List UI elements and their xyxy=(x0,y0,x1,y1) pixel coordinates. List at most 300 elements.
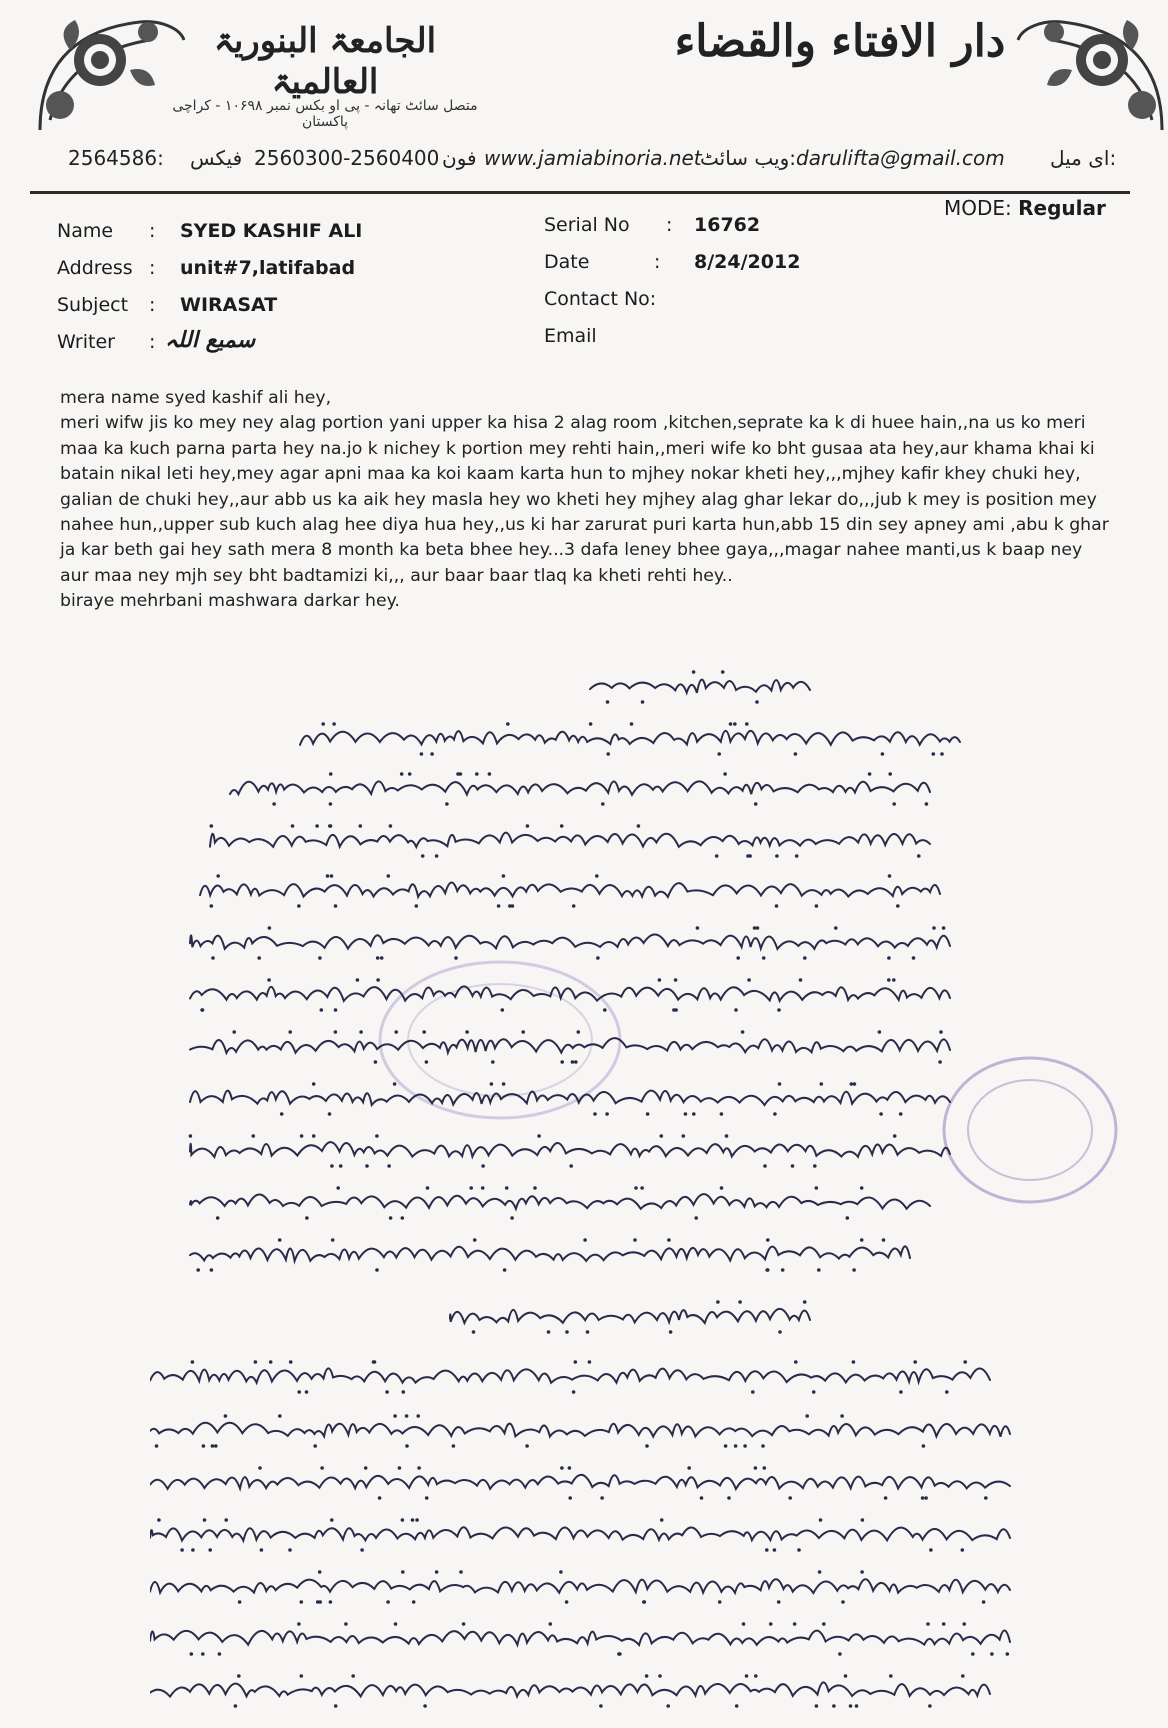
mode-value: Regular xyxy=(1018,196,1106,220)
handwriting-dot xyxy=(393,1414,397,1418)
handwriting-dot xyxy=(394,1622,398,1626)
handwriting-dot xyxy=(218,1652,222,1656)
handwriting-dot xyxy=(888,874,892,878)
question-paragraph: meri wifw jis ko mey ney alag portion yani upper ka hisa 2 alag room ,kitchen,seprate ka k di huee hain,,na us ko meri maa ka kuch parna parta hey na.jo k nichey k portion mey rehti hain,,meri wife ko bht gusaa ata hey,aur khama khai ki batain nikal leti hey,mey agar apni maa ka koi kaam karta hun to mjhey nokar kheti hey,,,mjhey kafir khey chuki hey, galian de chuki hey,,aur abb us ka aik hey masla hey wo kheti hey mjhey alag ghar lekar do,,,jub k mey is position mey nahee hun,,upper sub kuch alag hee diya hua hey,,us ki har zarurat puri karta hun,abb 15 din sey apney ami ,abu k ghar ja kar beth gai hey sath mera 8 month ka beta bhee hey...3 dafa leney bhee gaya,,,magar nahee manti,us k baap ney aur maa ney mjh sey bht badtamizi ki,,, aur baar baar tlaq ka kheti rehti hey.. xyxy=(60,413,1109,586)
handwriting-dot xyxy=(267,978,271,982)
handwriting-dot xyxy=(940,752,944,756)
handwriting-line xyxy=(190,1142,950,1157)
handwriting-dot xyxy=(560,1466,564,1470)
handwriting-dot xyxy=(645,1444,649,1448)
handwriting-dot xyxy=(537,1134,541,1138)
handwriting-dot xyxy=(805,1414,809,1418)
handwriting-dot xyxy=(481,1186,485,1190)
handwriting-dot xyxy=(321,722,325,726)
handwriting-dot xyxy=(511,904,515,908)
field-writer: Writer : سمیع اللہ xyxy=(57,327,256,353)
field-serial: Serial No : 16762 xyxy=(544,214,761,236)
handwriting-dot xyxy=(766,1238,770,1242)
handwriting-dot xyxy=(741,1030,745,1034)
institution-address: متصل سائٹ تھانہ - پی او بکس نمبر ۱۰۶۹۸ - کراچی پاکستان xyxy=(172,98,478,130)
phone-number: 2560300-2560400 xyxy=(254,146,440,170)
handwriting-dot xyxy=(394,1030,398,1034)
handwriting-dot xyxy=(490,1082,494,1086)
handwriting-dot xyxy=(600,1496,604,1500)
handwriting-line xyxy=(190,1038,950,1053)
handwriting-dot xyxy=(669,1330,673,1334)
handwriting-dot xyxy=(405,1444,409,1448)
handwriting-dot xyxy=(190,1652,194,1656)
handwriting-dot xyxy=(763,1164,767,1168)
handwriting-dot xyxy=(462,1622,466,1626)
handwriting-dot xyxy=(917,854,921,858)
handwriting-dot xyxy=(773,1112,777,1116)
handwriting-dot xyxy=(818,1570,822,1574)
handwriting-dot xyxy=(401,1216,405,1220)
handwriting-dot xyxy=(401,1518,405,1522)
handwriting-dot xyxy=(884,1496,888,1500)
handwriting-dot xyxy=(577,1030,581,1034)
handwriting-dot xyxy=(882,1238,886,1242)
handwriting-dot xyxy=(572,904,576,908)
handwriting-dot xyxy=(878,1030,882,1034)
handwriting-dot xyxy=(945,1390,949,1394)
handwriting-dot xyxy=(660,1134,664,1138)
handwriting-dot xyxy=(775,904,779,908)
handwriting-dot xyxy=(510,1216,514,1220)
handwriting-dot xyxy=(777,1600,781,1604)
handwriting-dot xyxy=(435,1570,439,1574)
handwriting-dot xyxy=(415,1518,419,1522)
handwriting-dot xyxy=(329,824,333,828)
handwriting-dot xyxy=(376,956,380,960)
handwriting-dot xyxy=(832,1704,836,1708)
handwriting-dot xyxy=(849,1704,853,1708)
field-contact xyxy=(544,288,924,314)
handwriting-dot xyxy=(735,1704,739,1708)
handwriting-dot xyxy=(411,1518,415,1522)
handwriting-dot xyxy=(924,1496,928,1500)
handwriting-dot xyxy=(216,874,220,878)
handwriting-dot xyxy=(791,1164,795,1168)
handwriting-dot xyxy=(813,1164,817,1168)
handwriting-dot xyxy=(420,752,424,756)
handwriting-dot xyxy=(734,1444,738,1448)
handwriting-dot xyxy=(332,722,336,726)
handwriting-dot xyxy=(630,722,634,726)
handwriting-dot xyxy=(254,1360,258,1364)
handwriting-dot xyxy=(316,1600,320,1604)
handwriting-dot xyxy=(815,1704,819,1708)
handwriting-dot xyxy=(754,1674,758,1678)
handwriting-dot xyxy=(202,1444,206,1448)
handwriting-dot xyxy=(502,874,506,878)
handwriting-dot xyxy=(815,1186,819,1190)
handwriting-dot xyxy=(794,752,798,756)
handwriting-dot xyxy=(939,1030,943,1034)
handwriting-dot xyxy=(385,1390,389,1394)
handwriting-dot xyxy=(788,1496,792,1500)
handwriting-dot xyxy=(421,854,425,858)
handwriting-dot xyxy=(565,1600,569,1604)
field-label: Contact No: xyxy=(544,288,657,310)
email-label: :ای میل xyxy=(1050,146,1117,170)
handwriting-dot xyxy=(334,1704,338,1708)
handwriting-dot xyxy=(318,956,322,960)
handwriting-dot xyxy=(596,956,600,960)
handwriting-dot xyxy=(887,956,891,960)
handwriting-dot xyxy=(459,772,463,776)
handwriting-dot xyxy=(640,1186,644,1190)
handwriting-dot xyxy=(721,670,725,674)
handwriting-dot xyxy=(375,1268,379,1272)
handwriting-dot xyxy=(387,874,391,878)
handwriting-dot xyxy=(208,1548,212,1552)
handwriting-dot xyxy=(560,824,564,828)
handwriting-dot xyxy=(238,1600,242,1604)
handwriting-dot xyxy=(426,1186,430,1190)
handwriting-dot xyxy=(459,1570,463,1574)
contact-strip xyxy=(60,146,1120,176)
field-label: Name xyxy=(57,220,114,242)
handwriting-dot xyxy=(896,904,900,908)
handwriting-dot xyxy=(210,824,214,828)
handwriting-line xyxy=(150,1527,1010,1540)
handwriting-dot xyxy=(773,1548,777,1552)
handwriting-dot xyxy=(559,1570,563,1574)
handwriting-dot xyxy=(723,772,727,776)
handwriting-dot xyxy=(386,1600,390,1604)
handwriting-dot xyxy=(288,1548,292,1552)
mode-indicator xyxy=(944,196,1106,220)
handwriting-dot xyxy=(211,956,215,960)
question-paragraph: mera name syed kashif ali hey, xyxy=(60,388,332,408)
handwriting-dot xyxy=(888,772,892,776)
handwriting-line xyxy=(150,1579,1010,1593)
handwriting-dot xyxy=(334,904,338,908)
handwriting-dot xyxy=(853,1082,857,1086)
handwriting-dot xyxy=(618,1652,622,1656)
handwriting-dot xyxy=(715,854,719,858)
handwriting-dot xyxy=(465,1030,469,1034)
handwriting-dot xyxy=(328,1112,332,1116)
handwriting-dot xyxy=(216,1216,220,1220)
handwriting-dot xyxy=(593,1112,597,1116)
handwriting-dot xyxy=(574,1360,578,1364)
handwriting-dot xyxy=(692,670,696,674)
handwriting-dot xyxy=(899,1390,903,1394)
handwriting-dot xyxy=(855,1704,859,1708)
handwriting-dot xyxy=(313,1444,317,1448)
handwriting-dot xyxy=(568,1466,572,1470)
handwriting-dot xyxy=(210,1268,214,1272)
handwriting-dot xyxy=(334,1030,338,1034)
handwriting-dot xyxy=(879,1112,883,1116)
handwriting-dot xyxy=(330,1164,334,1168)
handwriting-dot xyxy=(365,1164,369,1168)
handwriting-dot xyxy=(846,1216,850,1220)
handwriting-dot xyxy=(201,1652,205,1656)
handwriting-dot xyxy=(720,1112,724,1116)
handwriting-dot xyxy=(803,1300,807,1304)
handwriting-dot xyxy=(252,1134,256,1138)
handwriting-dot xyxy=(291,824,295,828)
handwriting-dot xyxy=(475,772,479,776)
handwriting-dot xyxy=(815,904,819,908)
field-address: Address : unit#7,latifabad xyxy=(57,257,356,279)
phone-label: فون xyxy=(442,146,477,170)
handwriting-dot xyxy=(280,1112,284,1116)
handwriting-dot xyxy=(838,1652,842,1656)
handwriting-dot xyxy=(718,1600,722,1604)
field-value: SYED KASHIF ALI xyxy=(180,220,363,242)
handwriting-dot xyxy=(569,1164,573,1168)
handwriting-dot xyxy=(224,1518,228,1522)
handwriting-dot xyxy=(754,1466,758,1470)
handwriting-dot xyxy=(339,1164,343,1168)
handwriting-dot xyxy=(506,722,510,726)
handwriting-dot xyxy=(634,1186,638,1190)
handwriting-dot xyxy=(606,700,610,704)
handwriting-dot xyxy=(373,1360,377,1364)
field-value: unit#7,latifabad xyxy=(180,257,356,279)
field-label: Email xyxy=(544,325,597,347)
handwriting-dot xyxy=(929,1548,933,1552)
handwriting-dot xyxy=(840,1414,844,1418)
handwriting-dot xyxy=(700,1496,704,1500)
handwriting-dot xyxy=(375,1134,379,1138)
field-date: Date : 8/24/2012 xyxy=(544,251,801,273)
handwriting-dot xyxy=(234,1704,238,1708)
handwriting-dot xyxy=(571,1060,575,1064)
handwriting-dot xyxy=(637,824,641,828)
handwriting-dot xyxy=(747,978,751,982)
handwriting-dot xyxy=(583,1238,587,1242)
handwriting-dot xyxy=(300,1134,304,1138)
handwriting-line xyxy=(190,934,950,948)
handwriting-dot xyxy=(684,1112,688,1116)
handwriting-dot xyxy=(374,1060,378,1064)
handwriting-dot xyxy=(360,1548,364,1552)
handwriting-dot xyxy=(633,1238,637,1242)
handwriting-dot xyxy=(488,772,492,776)
handwriting-dot xyxy=(938,1060,942,1064)
handwriting-line xyxy=(150,1631,1010,1645)
handwriting-dot xyxy=(435,854,439,858)
handwriting-dot xyxy=(932,752,936,756)
handwriting-dot xyxy=(667,1238,671,1242)
handwritten-urdu-text xyxy=(150,660,1110,1720)
handwriting-dot xyxy=(359,1030,363,1034)
handwriting-dot xyxy=(201,1008,205,1012)
handwriting-dot xyxy=(351,1674,355,1678)
handwriting-dot xyxy=(203,1518,207,1522)
handwriting-line xyxy=(590,680,810,693)
handwriting-dot xyxy=(922,1444,926,1448)
handwriting-dot xyxy=(574,1060,578,1064)
handwriting-dot xyxy=(312,1082,316,1086)
handwriting-dot xyxy=(400,772,404,776)
handwriting-dot xyxy=(860,1238,864,1242)
handwriting-dot xyxy=(257,956,261,960)
handwriting-dot xyxy=(329,772,333,776)
handwriting-dot xyxy=(641,700,645,704)
handwriting-dot xyxy=(412,1600,416,1604)
website-link[interactable]: www.jamiabinoria.net xyxy=(484,146,702,170)
handwriting-dot xyxy=(912,956,916,960)
handwriting-dot xyxy=(330,874,334,878)
handwriting-dot xyxy=(320,1466,324,1470)
handwriting-dot xyxy=(841,1600,845,1604)
handwriting-dot xyxy=(861,1518,865,1522)
handwriting-dot xyxy=(380,956,384,960)
handwriting-dot xyxy=(180,1548,184,1552)
handwriting-line xyxy=(150,1682,990,1696)
handwriting-dot xyxy=(860,1186,864,1190)
handwriting-dot xyxy=(761,1444,765,1448)
handwriting-dot xyxy=(778,1330,782,1334)
handwriting-dot xyxy=(733,722,737,726)
field-label: Writer xyxy=(57,331,115,353)
handwriting-dot xyxy=(990,1652,994,1656)
question-text xyxy=(60,386,1110,615)
handwriting-dot xyxy=(696,926,700,930)
handwriting-line xyxy=(450,1309,810,1323)
handwriting-dot xyxy=(300,1600,304,1604)
handwriting-dot xyxy=(189,1134,193,1138)
handwriting-dot xyxy=(268,926,272,930)
field-label: Subject xyxy=(57,294,129,316)
handwriting-dot xyxy=(793,1622,797,1626)
handwriting-dot xyxy=(416,1414,420,1418)
field-label: Serial No xyxy=(544,214,630,236)
handwriting-dot xyxy=(430,752,434,756)
handwriting-dot xyxy=(736,956,740,960)
handwriting-dot xyxy=(300,1674,304,1678)
handwriting-dot xyxy=(595,874,599,878)
handwriting-dot xyxy=(157,1518,161,1522)
handwriting-dot xyxy=(672,1008,676,1012)
handwriting-dot xyxy=(889,1674,893,1678)
department-name: دار الافتاء والقضاء xyxy=(674,16,1006,67)
handwriting-dot xyxy=(425,1060,429,1064)
handwriting-dot xyxy=(887,978,891,982)
handwriting-line xyxy=(190,1246,910,1261)
handwriting-dot xyxy=(155,1444,159,1448)
handwriting-dot xyxy=(278,1414,282,1418)
handwriting-dot xyxy=(812,1390,816,1394)
handwriting-dot xyxy=(694,1216,698,1220)
handwriting-dot xyxy=(844,1674,848,1678)
handwriting-dot xyxy=(682,1134,686,1138)
handwriting-dot xyxy=(326,874,330,878)
handwriting-dot xyxy=(746,854,750,858)
handwriting-dot xyxy=(289,1360,293,1364)
handwriting-dot xyxy=(402,1390,406,1394)
handwriting-dot xyxy=(196,1268,200,1272)
handwriting-line xyxy=(190,1194,930,1209)
handwriting-dot xyxy=(860,1570,864,1574)
handwriting-dot xyxy=(549,1622,553,1626)
handwriting-dot xyxy=(330,1518,334,1522)
handwriting-dot xyxy=(305,1216,309,1220)
handwriting-dot xyxy=(724,1444,728,1448)
handwriting-dot xyxy=(560,1060,564,1064)
handwriting-dot xyxy=(297,1390,301,1394)
handwriting-line xyxy=(300,731,960,745)
handwriting-dot xyxy=(547,1330,551,1334)
handwriting-dot xyxy=(666,1704,670,1708)
handwriting-dot xyxy=(850,1082,854,1086)
handwriting-dot xyxy=(687,1466,691,1470)
handwriting-dot xyxy=(329,1600,333,1604)
handwriting-dot xyxy=(928,1704,932,1708)
handwriting-dot xyxy=(378,1496,382,1500)
handwriting-dot xyxy=(334,1008,338,1012)
handwriting-dot xyxy=(753,926,757,930)
handwriting-dot xyxy=(984,1496,988,1500)
handwriting-dot xyxy=(473,1238,477,1242)
handwriting-dot xyxy=(272,802,276,806)
handwriting-dot xyxy=(214,1444,218,1448)
website-label: :ویب سائٹ xyxy=(700,146,797,170)
handwriting-dot xyxy=(533,1186,537,1190)
handwriting-dot xyxy=(963,1360,967,1364)
handwriting-dot xyxy=(799,978,803,982)
handwriting-dot xyxy=(725,1134,729,1138)
handwriting-dot xyxy=(387,1164,391,1168)
handwriting-dot xyxy=(797,1548,801,1552)
handwriting-dot xyxy=(469,1186,473,1190)
handwriting-line xyxy=(190,1091,950,1105)
handwriting-dot xyxy=(589,722,593,726)
handwriting-dot xyxy=(305,1390,309,1394)
handwriting-dot xyxy=(278,1238,282,1242)
handwriting-dot xyxy=(817,1268,821,1272)
handwriting-dot xyxy=(393,1082,397,1086)
handwriting-dot xyxy=(481,1164,485,1168)
handwriting-dot xyxy=(674,978,678,982)
institution-name: الجامعۃ البنوریۃ العالمیۃ xyxy=(213,21,437,102)
handwriting-dot xyxy=(645,1674,649,1678)
handwriting-dot xyxy=(423,1704,427,1708)
handwriting-dot xyxy=(646,1112,650,1116)
handwriting-dot xyxy=(329,802,333,806)
handwriting-dot xyxy=(658,1674,662,1678)
handwriting-dot xyxy=(751,1390,755,1394)
handwriting-dot xyxy=(727,1496,731,1500)
handwriting-dot xyxy=(852,1360,856,1364)
handwriting-dot xyxy=(191,1360,195,1364)
handwriting-dot xyxy=(497,904,501,908)
handwriting-dot xyxy=(521,1030,525,1034)
handwriting-dot xyxy=(260,1548,264,1552)
handwriting-dot xyxy=(961,1674,965,1678)
handwriting-dot xyxy=(778,1082,782,1086)
handwriting-dot xyxy=(777,1008,781,1012)
floral-ornament-icon xyxy=(1012,10,1168,140)
handwriting-dot xyxy=(565,1330,569,1334)
email-link[interactable]: darulifta@gmail.com xyxy=(796,146,1005,170)
handwriting-line xyxy=(150,1423,1010,1437)
handwriting-dot xyxy=(425,1496,429,1500)
handwriting-dot xyxy=(961,1548,965,1552)
handwriting-dot xyxy=(717,752,721,756)
handwriting-dot xyxy=(775,854,779,858)
handwriting-dot xyxy=(643,1600,647,1604)
handwriting-dot xyxy=(417,1466,421,1470)
handwriting-line xyxy=(150,1368,990,1382)
handwriting-dot xyxy=(692,1112,696,1116)
